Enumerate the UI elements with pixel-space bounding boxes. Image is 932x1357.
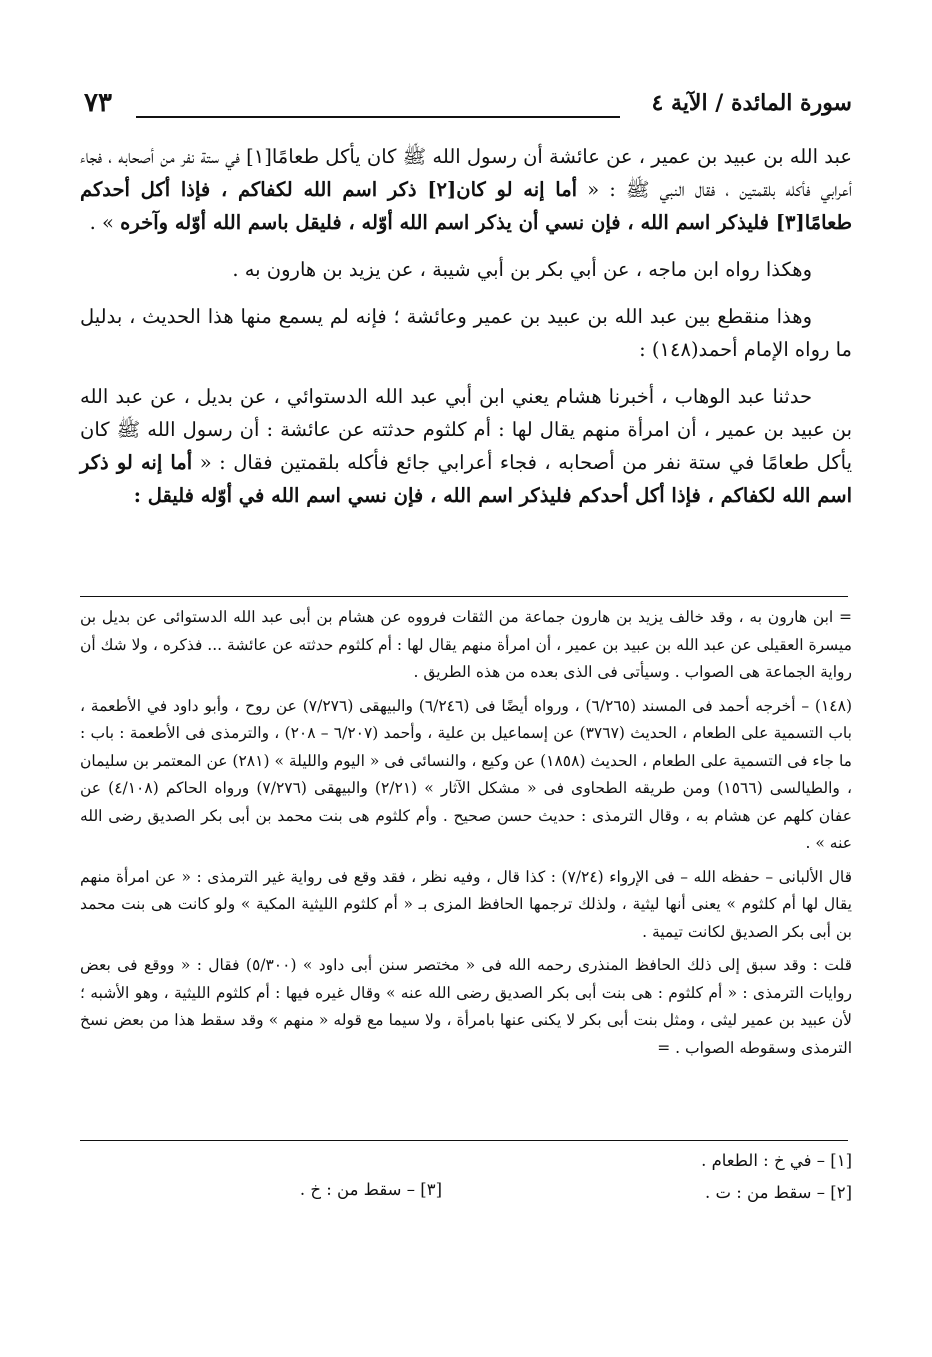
paragraph-text: عبد الله بن عبيد بن عمير ، عن عائشة أن رسول الله ﷺ كان يأكل طعامًا[١] في ستة نفر من أصحابه ، فجاء أعرابي فأكله بلقمتين ، فقال النبي ﷺ : « — [79, 145, 853, 201]
paragraph-text: حدثنا عبد الوهاب ، أخبرنا هشام يعني ابن أبي عبد الله الدستوائي ، عن بديل ، عن عبد الله بن عبيد بن عمير ، أن امرأة منهم يقال لها : أم كلثوم حدثته عن عائشة : أن رسول الله ﷺ كان يأكل طعامًا في ستة نفر من أصحابه ، فجاء أعرابي جائع فأكله بلقمتين فقال : « — [80, 385, 852, 474]
running-head: سورة المائدة / الآية ٤ — [651, 90, 852, 116]
hadith-quote: أما إنه لو ذكر اسم الله لكفاكم ، فإذا أكل أحدكم فليذكر اسم الله ، فإن نسي اسم الله في أوّله فليقل : — [80, 451, 852, 507]
page-header — [84, 88, 852, 122]
notes-divider — [80, 596, 848, 597]
footnote-1: [١] – في خ : الطعام . — [701, 1151, 852, 1170]
note-paragraph: (١٤٨) – أخرجه أحمد فى المسند (٦/٢٦٥) ، ورواه أيضًا فى (٦/٢٤٦) والبيهقى (٧/٢٧٦) عن روح ، وأبو داود في الأطعمة ، باب التسمية على الطعام ، الحديث (٣٧٦٧) عن إسماعيل بن علية ، وأحمد (٦/٢٠٧ – ٢٠٨) ، والترمذى فى الأطعمة : باب : ما جاء فى التسمية على الطعام ، الحديث (١٨٥٨) عن وكيع ، والنسائى فى « اليوم والليلة » (٢٨١) عن المعتمر بن سليمان ، والطيالسى (١٥٦٦) ومن طريقه الطحاوى فى « مشكل الآثار » (٢/٢١) والبيهقى (٧/٢٧٦) ورواه الحاكم (٤/١٠٨) عن عفان كلهم عن هشام به ، وقال الترمذى : حديث حسن صحيح . وأم كلثوم هى بنت محمد بن أبى بكر الصديق رضى الله عنه » . — [80, 696, 852, 852]
takhrij-notes — [80, 604, 852, 1068]
footnote-2: [٢] – سقط من : ت . — [704, 1183, 852, 1202]
note-paragraph: قال الألبانى – حفظه الله – فى الإرواء (٧/٢٤) : كذا قال ، وفيه نظر ، فقد وقع فى رواية غير الترمذى : « عن امرأة منهم يقال لها أم كلثوم » يعنى أنها ليثية ، ولذلك ترجمها الحافظ المزى بـ « أم كلثوم الليثية المكية » ولو كانت هى بنت محمد بن أبى بكر الصديق لكانت تيمية . — [80, 867, 852, 941]
footnotes-divider — [80, 1140, 848, 1141]
note-paragraph: قلت : وقد سبق إلى ذلك الحافظ المنذرى رحمه الله فى « مختصر سنن أبى داود » (٥/٣٠٠) فقال : « ووقع فى بعض روايات الترمذى : « أم كلثوم : هى بنت أبى بكر الصديق رضى الله عنه » وقال غيره فيها : أم كلثوم الليثية ، وهو الأشبه ؛ لأن عبيد بن عمير ليثى ، ومثل بنت أبى بكر لا يكنى عنها بامرأة ، ولا سيما مع قوله « منهم » وقد سقط هذا من بعض نسخ الترمذى وسقوطه الصواب . = — [80, 956, 852, 1057]
header-rule — [136, 116, 620, 118]
hadith-quote: أما إنه لو كان[٢] ذكر اسم الله لكفاكم ، فإذا أكل أحدكم طعامًا[٣] فليذكر اسم الله ، فإن نسي أن يذكر اسم الله أوّله ، فليقل باسم الله أوّله وآخره — [80, 178, 852, 234]
paragraph-narration: وهكذا رواه ابن ماجه ، عن أبي بكر بن أبي شيبة ، عن يزيد بن هارون به . — [232, 258, 812, 281]
footnote-3: [٣] – سقط من : خ . — [299, 1180, 442, 1199]
page-number: ٧٣ — [84, 88, 112, 118]
main-text — [80, 140, 852, 526]
paragraph-commentary: وهذا منقطع بين عبد الله بن عبيد بن عمير وعائشة ؛ فإنه لم يسمع منها هذا الحديث ، بدليل ما رواه الإمام أحمد(١٤٨) : — [80, 305, 852, 361]
note-paragraph: = ابن هارون به ، وقد خالف يزيد بن هارون جماعة من الثقات فرووه عن هشام بن أبى عبد الله الدستوائى عن بديل بن ميسرة العقيلى عن عبد الله بن عبيد بن عمير ، أن امرأة منهم يقال لها : أم كلثوم حدثته عن عائشة ... فذكره ، ولا شك أن رواية الجماعة هى الصواب . وسيأتى فى الذى بعده من هذه الطريق . — [80, 608, 852, 681]
paragraph-hadith — [80, 140, 852, 239]
paragraph-text: » . — [89, 211, 121, 234]
paragraph-isnad — [80, 380, 852, 512]
